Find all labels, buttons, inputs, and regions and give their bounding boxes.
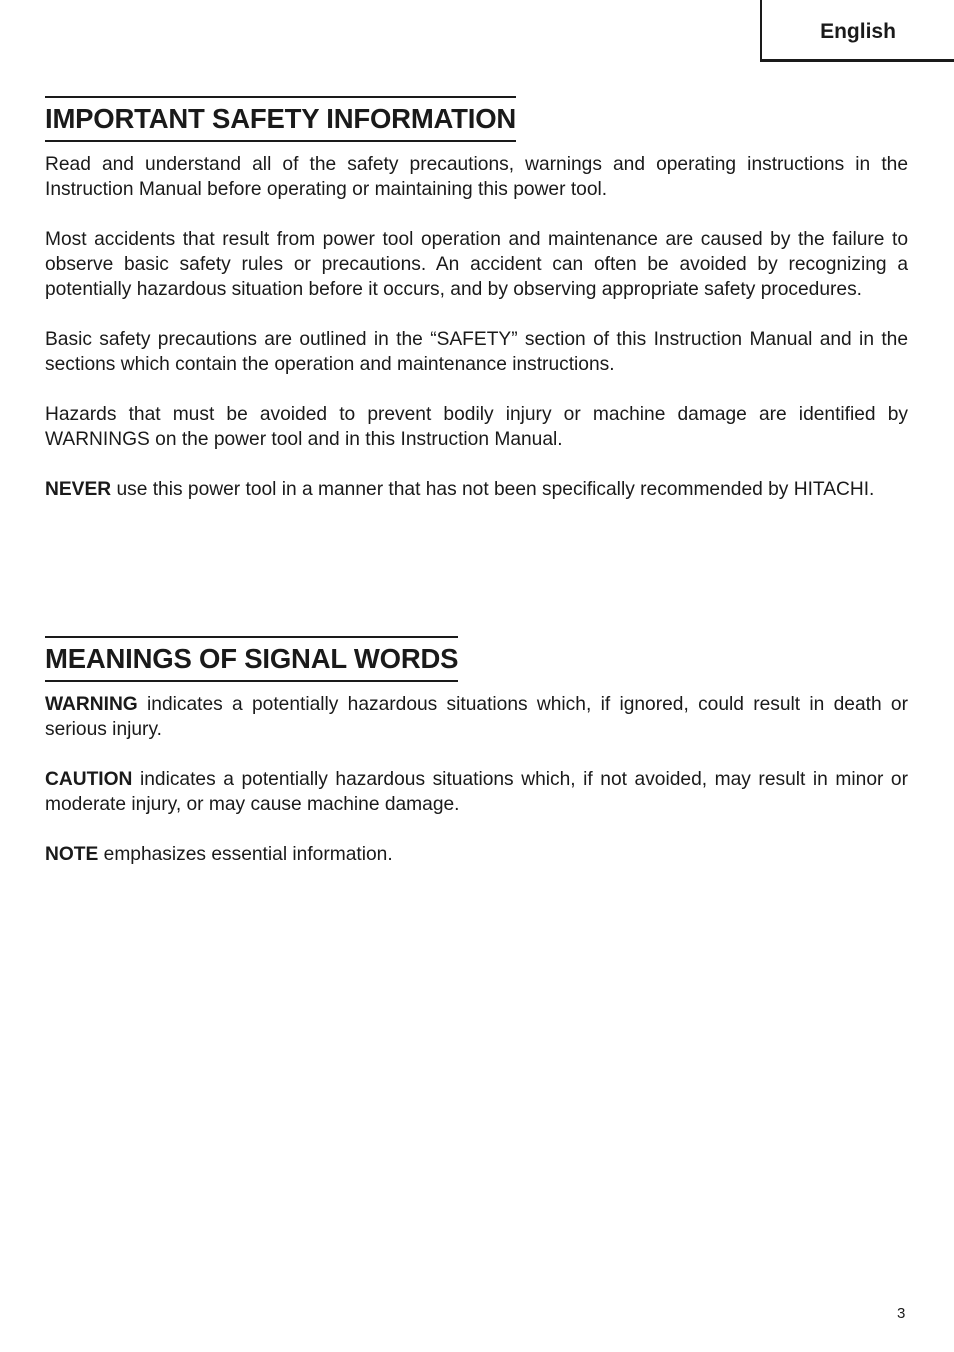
signal-definition: indicates a potentially hazardous situations which, if not avoided, may result in minor or moderate injury, or may cause machine damage.	[45, 769, 908, 815]
never-lead: NEVER	[45, 479, 112, 500]
language-tab	[760, 0, 954, 62]
signal-definition: emphasizes essential information.	[98, 844, 393, 865]
signal-term: WARNING	[45, 694, 138, 715]
page-number: 3	[897, 1305, 906, 1322]
signal-word-warning	[45, 692, 908, 742]
language-label: English	[820, 19, 896, 43]
section-title-safety: IMPORTANT SAFETY INFORMATION	[45, 96, 516, 142]
safety-paragraph: Read and understand all of the safety precautions, warnings and operating instructions in the Instruction Manual before operating or maintaining this power tool.	[45, 154, 908, 200]
safety-paragraph: Basic safety precautions are outlined in the “SAFETY” section of this Instruction Manual and in the sections which contain the operation and maintenance instructions.	[45, 329, 908, 375]
never-paragraph	[45, 477, 908, 502]
never-text: use this power tool in a manner that has not been specifically recommended by HITACHI.	[111, 479, 875, 500]
signal-term: CAUTION	[45, 769, 133, 790]
signal-word-note	[45, 842, 908, 867]
section-title-signal-words: MEANINGS OF SIGNAL WORDS	[45, 636, 458, 682]
important-safety-section	[45, 96, 908, 502]
signal-words-section	[45, 636, 908, 867]
signal-term: NOTE	[45, 844, 99, 865]
safety-paragraph: Most accidents that result from power tool operation and maintenance are caused by the failure to observe basic safety rules or precautions. An accident can often be avoided by recognizing a potentially hazardous situation before it occurs, and by observing appropriate safety procedures.	[45, 229, 908, 300]
signal-definition: indicates a potentially hazardous situations which, if ignored, could result in death or serious injury.	[45, 694, 908, 740]
signal-word-caution	[45, 767, 908, 817]
safety-paragraph: Hazards that must be avoided to prevent bodily injury or machine damage are identified by WARNINGS on the power tool and in this Instruction Manual.	[45, 404, 908, 450]
